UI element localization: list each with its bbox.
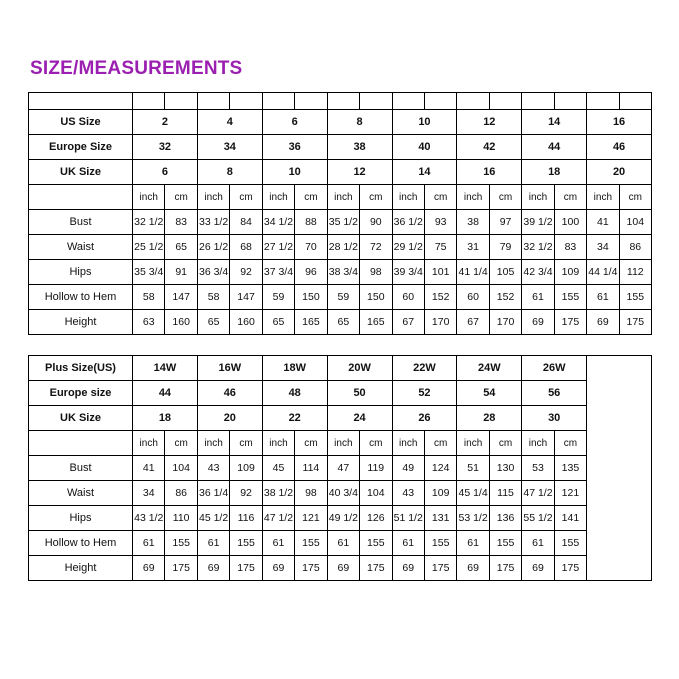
measure-cell: 34 bbox=[587, 235, 619, 260]
measure-cell: 141 bbox=[554, 506, 586, 531]
measure-cell: 35 1/2 bbox=[327, 210, 359, 235]
size-header-cell: 44 bbox=[522, 135, 587, 160]
measure-cell: 49 1/2 bbox=[327, 506, 359, 531]
measure-cell: 110 bbox=[165, 506, 197, 531]
measure-cell: 38 bbox=[457, 210, 489, 235]
measure-cell: 97 bbox=[489, 210, 521, 235]
measure-cell: 59 bbox=[262, 285, 294, 310]
measure-cell: 49 bbox=[392, 456, 424, 481]
measure-cell: 101 bbox=[424, 260, 456, 285]
measure-cell: 155 bbox=[424, 531, 456, 556]
measure-cell: 67 bbox=[457, 310, 489, 335]
measure-cell: 175 bbox=[619, 310, 651, 335]
row-label: Height bbox=[29, 556, 133, 581]
measure-cell: 61 bbox=[327, 531, 359, 556]
measure-cell: 33 1/2 bbox=[197, 210, 229, 235]
size-header-cell: 36 bbox=[262, 135, 327, 160]
measure-cell: 150 bbox=[360, 285, 392, 310]
measure-cell: 109 bbox=[230, 456, 262, 481]
unit-cell: inch bbox=[197, 185, 229, 210]
measure-cell: 147 bbox=[165, 285, 197, 310]
unit-cell: cm bbox=[424, 431, 456, 456]
blank-cell bbox=[587, 93, 619, 110]
measure-cell: 109 bbox=[424, 481, 456, 506]
measure-cell: 155 bbox=[554, 285, 586, 310]
size-header-cell: 50 bbox=[327, 381, 392, 406]
measure-cell: 27 1/2 bbox=[262, 235, 294, 260]
measure-cell: 91 bbox=[165, 260, 197, 285]
size-header-cell: 14 bbox=[522, 110, 587, 135]
size-header-cell: 46 bbox=[197, 381, 262, 406]
measure-cell: 65 bbox=[327, 310, 359, 335]
measure-cell: 83 bbox=[554, 235, 586, 260]
measure-cell: 58 bbox=[197, 285, 229, 310]
unit-cell: inch bbox=[522, 431, 554, 456]
measure-cell: 42 3/4 bbox=[522, 260, 554, 285]
row-label: Waist bbox=[29, 481, 133, 506]
size-header-cell: 16W bbox=[197, 356, 262, 381]
measure-cell: 155 bbox=[619, 285, 651, 310]
measure-cell: 65 bbox=[197, 310, 229, 335]
measure-cell: 61 bbox=[522, 531, 554, 556]
blank-cell bbox=[360, 93, 392, 110]
size-header-cell: 10 bbox=[392, 110, 457, 135]
measure-cell: 59 bbox=[327, 285, 359, 310]
unit-cell: inch bbox=[327, 185, 359, 210]
measure-cell: 160 bbox=[165, 310, 197, 335]
blank-cell bbox=[457, 93, 489, 110]
measure-cell: 72 bbox=[360, 235, 392, 260]
unit-cell: cm bbox=[619, 185, 651, 210]
measure-cell: 38 3/4 bbox=[327, 260, 359, 285]
measure-cell: 69 bbox=[522, 556, 554, 581]
measure-cell: 86 bbox=[165, 481, 197, 506]
measure-cell: 47 1/2 bbox=[262, 506, 294, 531]
table-row bbox=[29, 481, 652, 506]
measure-cell: 41 bbox=[133, 456, 165, 481]
measure-cell: 26 1/2 bbox=[197, 235, 229, 260]
row-label: Hips bbox=[29, 260, 133, 285]
size-header-cell: 44 bbox=[133, 381, 198, 406]
unit-cell: inch bbox=[457, 431, 489, 456]
measure-cell: 90 bbox=[360, 210, 392, 235]
measure-cell: 68 bbox=[230, 235, 262, 260]
row-label: Bust bbox=[29, 456, 133, 481]
blank-cell bbox=[165, 93, 197, 110]
measure-cell: 155 bbox=[230, 531, 262, 556]
measure-cell: 131 bbox=[424, 506, 456, 531]
measure-cell: 28 1/2 bbox=[327, 235, 359, 260]
measure-cell: 69 bbox=[197, 556, 229, 581]
size-header-cell: 12 bbox=[457, 110, 522, 135]
measure-cell: 136 bbox=[489, 506, 521, 531]
blank-cell bbox=[262, 93, 294, 110]
measure-cell: 96 bbox=[295, 260, 327, 285]
measure-cell: 69 bbox=[587, 310, 619, 335]
table-row bbox=[29, 406, 652, 431]
row-label: Hollow to Hem bbox=[29, 285, 133, 310]
measure-cell: 61 bbox=[197, 531, 229, 556]
unit-cell: inch bbox=[133, 185, 165, 210]
size-header-cell: 34 bbox=[197, 135, 262, 160]
measure-cell: 67 bbox=[392, 310, 424, 335]
size-header-cell: 32 bbox=[133, 135, 198, 160]
measure-cell: 61 bbox=[522, 285, 554, 310]
unit-cell: inch bbox=[457, 185, 489, 210]
size-header-cell: 52 bbox=[392, 381, 457, 406]
row-label: Europe size bbox=[29, 381, 133, 406]
measure-cell: 86 bbox=[619, 235, 651, 260]
measure-cell: 88 bbox=[295, 210, 327, 235]
blank-cell bbox=[295, 93, 327, 110]
measure-cell: 32 1/2 bbox=[133, 210, 165, 235]
blank-cell bbox=[554, 93, 586, 110]
measure-cell: 44 1/4 bbox=[587, 260, 619, 285]
measure-cell: 39 3/4 bbox=[392, 260, 424, 285]
measure-cell: 61 bbox=[587, 285, 619, 310]
measure-cell: 69 bbox=[133, 556, 165, 581]
measure-cell: 126 bbox=[360, 506, 392, 531]
table-row bbox=[29, 431, 652, 456]
table-row bbox=[29, 356, 652, 381]
size-header-cell: 42 bbox=[457, 135, 522, 160]
measure-cell: 175 bbox=[489, 556, 521, 581]
measure-cell: 155 bbox=[554, 531, 586, 556]
size-header-cell: 18 bbox=[522, 160, 587, 185]
measure-cell: 119 bbox=[360, 456, 392, 481]
measure-cell: 65 bbox=[262, 310, 294, 335]
size-header-cell: 20W bbox=[327, 356, 392, 381]
unit-cell: cm bbox=[230, 185, 262, 210]
size-header-cell: 46 bbox=[587, 135, 652, 160]
measure-cell: 115 bbox=[489, 481, 521, 506]
measure-cell: 175 bbox=[360, 556, 392, 581]
measure-cell: 175 bbox=[554, 556, 586, 581]
unit-cell: inch bbox=[262, 431, 294, 456]
unit-cell: inch bbox=[197, 431, 229, 456]
unit-cell: cm bbox=[165, 431, 197, 456]
size-header-cell: 20 bbox=[197, 406, 262, 431]
unit-cell: cm bbox=[230, 431, 262, 456]
measure-cell: 51 bbox=[457, 456, 489, 481]
standard-size-chart bbox=[28, 92, 652, 335]
measure-cell: 69 bbox=[392, 556, 424, 581]
measure-cell: 36 1/2 bbox=[392, 210, 424, 235]
unit-cell: cm bbox=[360, 185, 392, 210]
measure-cell: 65 bbox=[165, 235, 197, 260]
size-header-cell: 2 bbox=[133, 110, 198, 135]
measure-cell: 58 bbox=[133, 285, 165, 310]
measure-cell: 104 bbox=[165, 456, 197, 481]
measure-cell: 124 bbox=[424, 456, 456, 481]
measure-cell: 60 bbox=[392, 285, 424, 310]
measure-cell: 34 1/2 bbox=[262, 210, 294, 235]
measure-cell: 61 bbox=[262, 531, 294, 556]
measure-cell: 36 1/4 bbox=[197, 481, 229, 506]
unit-cell: inch bbox=[133, 431, 165, 456]
size-header-cell: 8 bbox=[327, 110, 392, 135]
blank-cell bbox=[424, 93, 456, 110]
measure-cell: 109 bbox=[554, 260, 586, 285]
blank-cell bbox=[29, 93, 133, 110]
row-label: US Size bbox=[29, 110, 133, 135]
measure-cell: 45 1/2 bbox=[197, 506, 229, 531]
measure-cell: 175 bbox=[295, 556, 327, 581]
size-header-cell: 6 bbox=[133, 160, 198, 185]
size-header-cell: 4 bbox=[197, 110, 262, 135]
table-row bbox=[29, 381, 652, 406]
unit-cell: cm bbox=[295, 185, 327, 210]
table-row bbox=[29, 556, 652, 581]
row-label: UK Size bbox=[29, 406, 133, 431]
size-header-cell: 54 bbox=[457, 381, 522, 406]
measure-cell: 31 bbox=[457, 235, 489, 260]
row-label: UK Size bbox=[29, 160, 133, 185]
measure-cell: 150 bbox=[295, 285, 327, 310]
measure-cell: 155 bbox=[489, 531, 521, 556]
table-row bbox=[29, 110, 652, 135]
size-header-cell: 40 bbox=[392, 135, 457, 160]
measure-cell: 61 bbox=[392, 531, 424, 556]
row-label: Plus Size(US) bbox=[29, 356, 133, 381]
measure-cell: 53 1/2 bbox=[457, 506, 489, 531]
measure-cell: 170 bbox=[424, 310, 456, 335]
measure-cell: 39 1/2 bbox=[522, 210, 554, 235]
measure-cell: 155 bbox=[165, 531, 197, 556]
blank-cell bbox=[327, 93, 359, 110]
table-row bbox=[29, 210, 652, 235]
row-label: Hollow to Hem bbox=[29, 531, 133, 556]
measure-cell: 155 bbox=[295, 531, 327, 556]
row-label: Height bbox=[29, 310, 133, 335]
row-label: Hips bbox=[29, 506, 133, 531]
size-header-cell: 8 bbox=[197, 160, 262, 185]
measure-cell: 112 bbox=[619, 260, 651, 285]
unit-cell: cm bbox=[489, 185, 521, 210]
measure-cell: 45 1/4 bbox=[457, 481, 489, 506]
blank-cell bbox=[197, 93, 229, 110]
size-header-cell: 12 bbox=[327, 160, 392, 185]
measure-cell: 35 3/4 bbox=[133, 260, 165, 285]
size-header-cell: 56 bbox=[522, 381, 587, 406]
unit-cell: inch bbox=[522, 185, 554, 210]
table-row bbox=[29, 456, 652, 481]
size-header-cell: 6 bbox=[262, 110, 327, 135]
measure-cell: 92 bbox=[230, 260, 262, 285]
plus-size-chart bbox=[28, 355, 652, 581]
measure-cell: 69 bbox=[457, 556, 489, 581]
blank-cell bbox=[619, 93, 651, 110]
table-row bbox=[29, 285, 652, 310]
measure-cell: 92 bbox=[230, 481, 262, 506]
measure-cell: 130 bbox=[489, 456, 521, 481]
size-header-cell: 48 bbox=[262, 381, 327, 406]
measure-cell: 40 3/4 bbox=[327, 481, 359, 506]
size-header-cell: 18 bbox=[133, 406, 198, 431]
measure-cell: 32 1/2 bbox=[522, 235, 554, 260]
unit-cell: cm bbox=[554, 431, 586, 456]
blank-cell bbox=[230, 93, 262, 110]
table-row bbox=[29, 235, 652, 260]
unit-cell: cm bbox=[489, 431, 521, 456]
measure-cell: 47 bbox=[327, 456, 359, 481]
unit-cell: cm bbox=[295, 431, 327, 456]
measure-cell: 43 bbox=[392, 481, 424, 506]
measure-cell: 79 bbox=[489, 235, 521, 260]
size-header-cell: 38 bbox=[327, 135, 392, 160]
measure-cell: 105 bbox=[489, 260, 521, 285]
size-header-cell: 14W bbox=[133, 356, 198, 381]
measure-cell: 165 bbox=[295, 310, 327, 335]
measure-cell: 34 bbox=[133, 481, 165, 506]
measure-cell: 155 bbox=[360, 531, 392, 556]
measure-cell: 25 1/2 bbox=[133, 235, 165, 260]
measure-cell: 55 1/2 bbox=[522, 506, 554, 531]
size-header-cell: 22 bbox=[262, 406, 327, 431]
unit-cell: inch bbox=[327, 431, 359, 456]
measure-cell: 43 bbox=[197, 456, 229, 481]
measure-cell: 100 bbox=[554, 210, 586, 235]
size-header-cell: 28 bbox=[457, 406, 522, 431]
unit-cell: cm bbox=[424, 185, 456, 210]
measure-cell: 98 bbox=[360, 260, 392, 285]
measure-cell: 104 bbox=[619, 210, 651, 235]
table-row bbox=[29, 185, 652, 210]
measure-cell: 61 bbox=[133, 531, 165, 556]
size-header-cell: 26W bbox=[522, 356, 587, 381]
measure-cell: 45 bbox=[262, 456, 294, 481]
size-header-cell: 30 bbox=[522, 406, 587, 431]
table-row bbox=[29, 160, 652, 185]
measure-cell: 121 bbox=[554, 481, 586, 506]
measure-cell: 135 bbox=[554, 456, 586, 481]
measure-cell: 116 bbox=[230, 506, 262, 531]
unit-cell: cm bbox=[165, 185, 197, 210]
table-row bbox=[29, 531, 652, 556]
table-row bbox=[29, 506, 652, 531]
measure-cell: 43 1/2 bbox=[133, 506, 165, 531]
measure-cell: 36 3/4 bbox=[197, 260, 229, 285]
unit-cell: inch bbox=[587, 185, 619, 210]
size-header-cell: 24W bbox=[457, 356, 522, 381]
size-header-cell: 26 bbox=[392, 406, 457, 431]
size-header-cell: 20 bbox=[587, 160, 652, 185]
size-header-cell: 16 bbox=[587, 110, 652, 135]
measure-cell: 83 bbox=[165, 210, 197, 235]
measure-cell: 165 bbox=[360, 310, 392, 335]
measure-cell: 114 bbox=[295, 456, 327, 481]
measure-cell: 47 1/2 bbox=[522, 481, 554, 506]
unit-cell: inch bbox=[262, 185, 294, 210]
measure-cell: 63 bbox=[133, 310, 165, 335]
measure-cell: 53 bbox=[522, 456, 554, 481]
measure-cell: 69 bbox=[522, 310, 554, 335]
tables-container bbox=[28, 92, 651, 581]
table-row bbox=[29, 310, 652, 335]
measure-cell: 37 3/4 bbox=[262, 260, 294, 285]
row-label bbox=[29, 431, 133, 456]
table-gap bbox=[28, 335, 651, 355]
unit-cell: inch bbox=[392, 431, 424, 456]
unit-cell: cm bbox=[360, 431, 392, 456]
size-header-cell: 14 bbox=[392, 160, 457, 185]
row-label: Waist bbox=[29, 235, 133, 260]
size-header-cell: 10 bbox=[262, 160, 327, 185]
unit-cell: cm bbox=[554, 185, 586, 210]
measure-cell: 152 bbox=[489, 285, 521, 310]
measure-cell: 175 bbox=[230, 556, 262, 581]
size-header-cell: 18W bbox=[262, 356, 327, 381]
table-row bbox=[29, 260, 652, 285]
measure-cell: 152 bbox=[424, 285, 456, 310]
measure-cell: 175 bbox=[554, 310, 586, 335]
blank-cell bbox=[522, 93, 554, 110]
blank-cell bbox=[489, 93, 521, 110]
measure-cell: 29 1/2 bbox=[392, 235, 424, 260]
measure-cell: 98 bbox=[295, 481, 327, 506]
measure-cell: 175 bbox=[424, 556, 456, 581]
size-header-cell: 22W bbox=[392, 356, 457, 381]
measure-cell: 93 bbox=[424, 210, 456, 235]
size-header-cell: 24 bbox=[327, 406, 392, 431]
measure-cell: 104 bbox=[360, 481, 392, 506]
measure-cell: 70 bbox=[295, 235, 327, 260]
row-label: Europe Size bbox=[29, 135, 133, 160]
table-row bbox=[29, 93, 652, 110]
table-row bbox=[29, 135, 652, 160]
size-header-cell: 16 bbox=[457, 160, 522, 185]
measure-cell: 69 bbox=[262, 556, 294, 581]
measure-cell: 69 bbox=[327, 556, 359, 581]
measure-cell: 75 bbox=[424, 235, 456, 260]
blank-cell bbox=[392, 93, 424, 110]
measure-cell: 170 bbox=[489, 310, 521, 335]
measure-cell: 51 1/2 bbox=[392, 506, 424, 531]
measure-cell: 41 1/4 bbox=[457, 260, 489, 285]
measure-cell: 61 bbox=[457, 531, 489, 556]
measure-cell: 175 bbox=[165, 556, 197, 581]
measure-cell: 60 bbox=[457, 285, 489, 310]
measure-cell: 84 bbox=[230, 210, 262, 235]
measure-cell: 38 1/2 bbox=[262, 481, 294, 506]
page-title: SIZE/MEASUREMENTS bbox=[30, 58, 243, 79]
measure-cell: 160 bbox=[230, 310, 262, 335]
measure-cell: 147 bbox=[230, 285, 262, 310]
unit-cell: inch bbox=[392, 185, 424, 210]
row-label bbox=[29, 185, 133, 210]
measure-cell: 121 bbox=[295, 506, 327, 531]
measure-cell: 41 bbox=[587, 210, 619, 235]
blank-cell bbox=[133, 93, 165, 110]
row-label: Bust bbox=[29, 210, 133, 235]
